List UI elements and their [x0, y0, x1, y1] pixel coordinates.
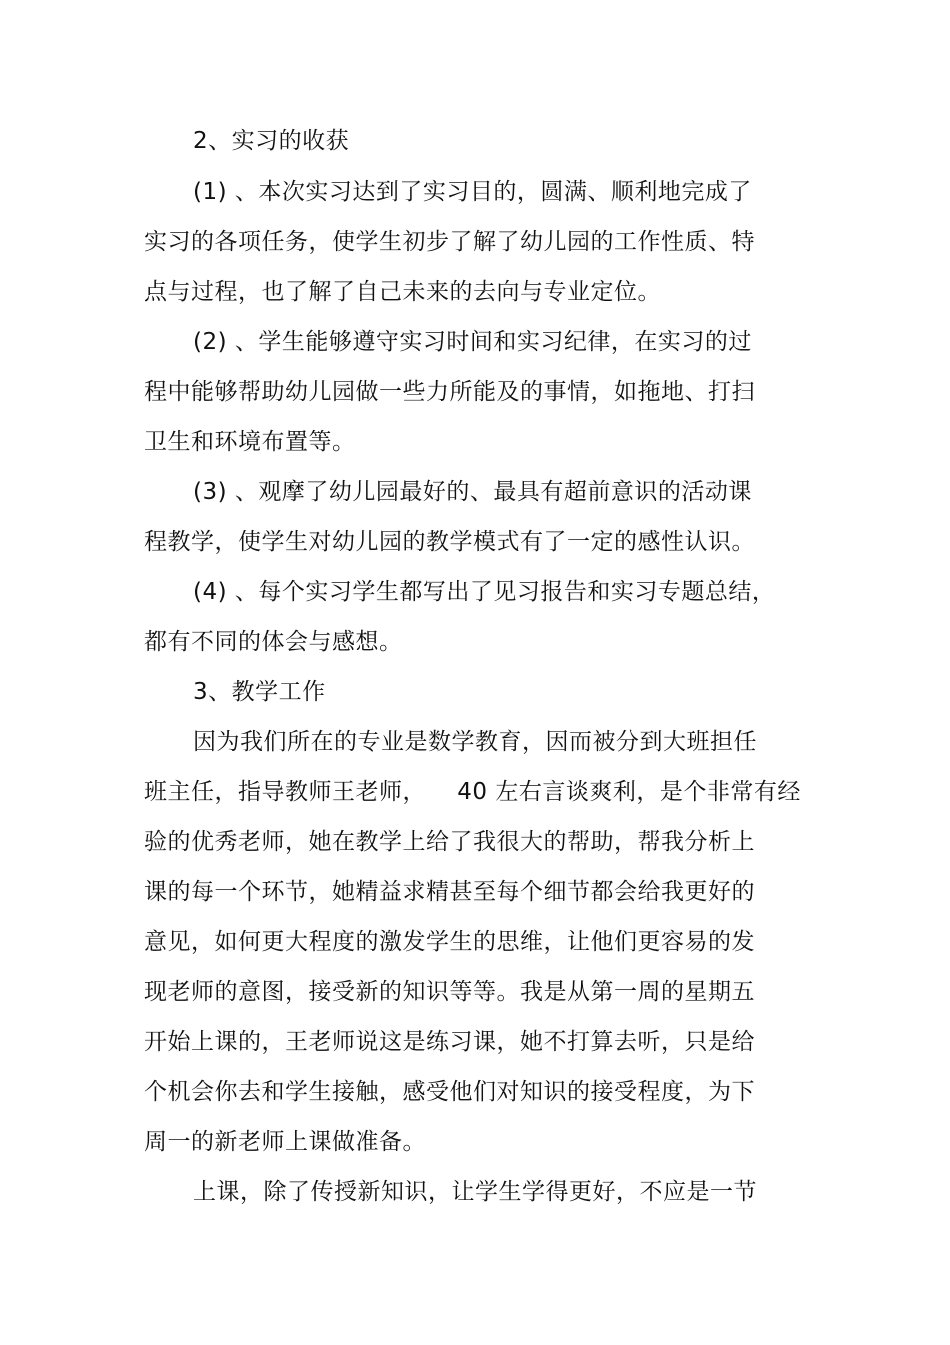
- paragraph-line: 课的每一个环节，她精益求精甚至每个细节都会给我更好的: [144, 879, 755, 905]
- paragraph-line: 都有不同的体会与感想。: [144, 629, 403, 655]
- paragraph-line: 开始上课的，王老师说这是练习课，她不打算去听，只是给: [144, 1029, 755, 1055]
- paragraph-line: 意见，如何更大程度的激发学生的思维，让他们更容易的发: [144, 929, 755, 955]
- paragraph-line: 点与过程，也了解了自己未来的去向与专业定位。: [144, 279, 661, 305]
- paragraph-line: 班主任，指导教师王老师， 40 左右言谈爽利，是个非常有经: [144, 779, 801, 805]
- section-heading-harvest: 2、实习的收获: [193, 128, 350, 154]
- paragraph-line: 周一的新老师上课做准备。: [144, 1129, 426, 1155]
- paragraph-line: 上课，除了传授新知识，让学生学得更好，不应是一节: [193, 1179, 757, 1205]
- paragraph-line: (1) 、本次实习达到了实习目的，圆满、顺利地完成了: [193, 179, 752, 205]
- paragraph-line: 程中能够帮助幼儿园做一些力所能及的事情，如拖地、打扫: [144, 379, 755, 405]
- paragraph-line: 因为我们所在的专业是数学教育，因而被分到大班担任: [193, 729, 757, 755]
- paragraph-line: 卫生和环境布置等。: [144, 429, 356, 455]
- paragraph-line: 个机会你去和学生接触，感受他们对知识的接受程度，为下: [144, 1079, 755, 1105]
- paragraph-line: 实习的各项任务，使学生初步了解了幼儿园的工作性质、特: [144, 229, 755, 255]
- paragraph-line: (2) 、学生能够遵守实习时间和实习纪律，在实习的过: [193, 329, 752, 355]
- paragraph-line: 现老师的意图，接受新的知识等等。我是从第一周的星期五: [144, 979, 755, 1005]
- paragraph-line: 验的优秀老师，她在教学上给了我很大的帮助，帮我分析上: [144, 829, 755, 855]
- paragraph-line: (3) 、观摩了幼儿园最好的、最具有超前意识的活动课: [193, 479, 752, 505]
- paragraph-line: 程教学，使学生对幼儿园的教学模式有了一定的感性认识。: [144, 529, 755, 555]
- section-heading-teaching: 3、教学工作: [193, 679, 326, 705]
- paragraph-line: (4) 、每个实习学生都写出了见习报告和实习专题总结，: [193, 579, 776, 605]
